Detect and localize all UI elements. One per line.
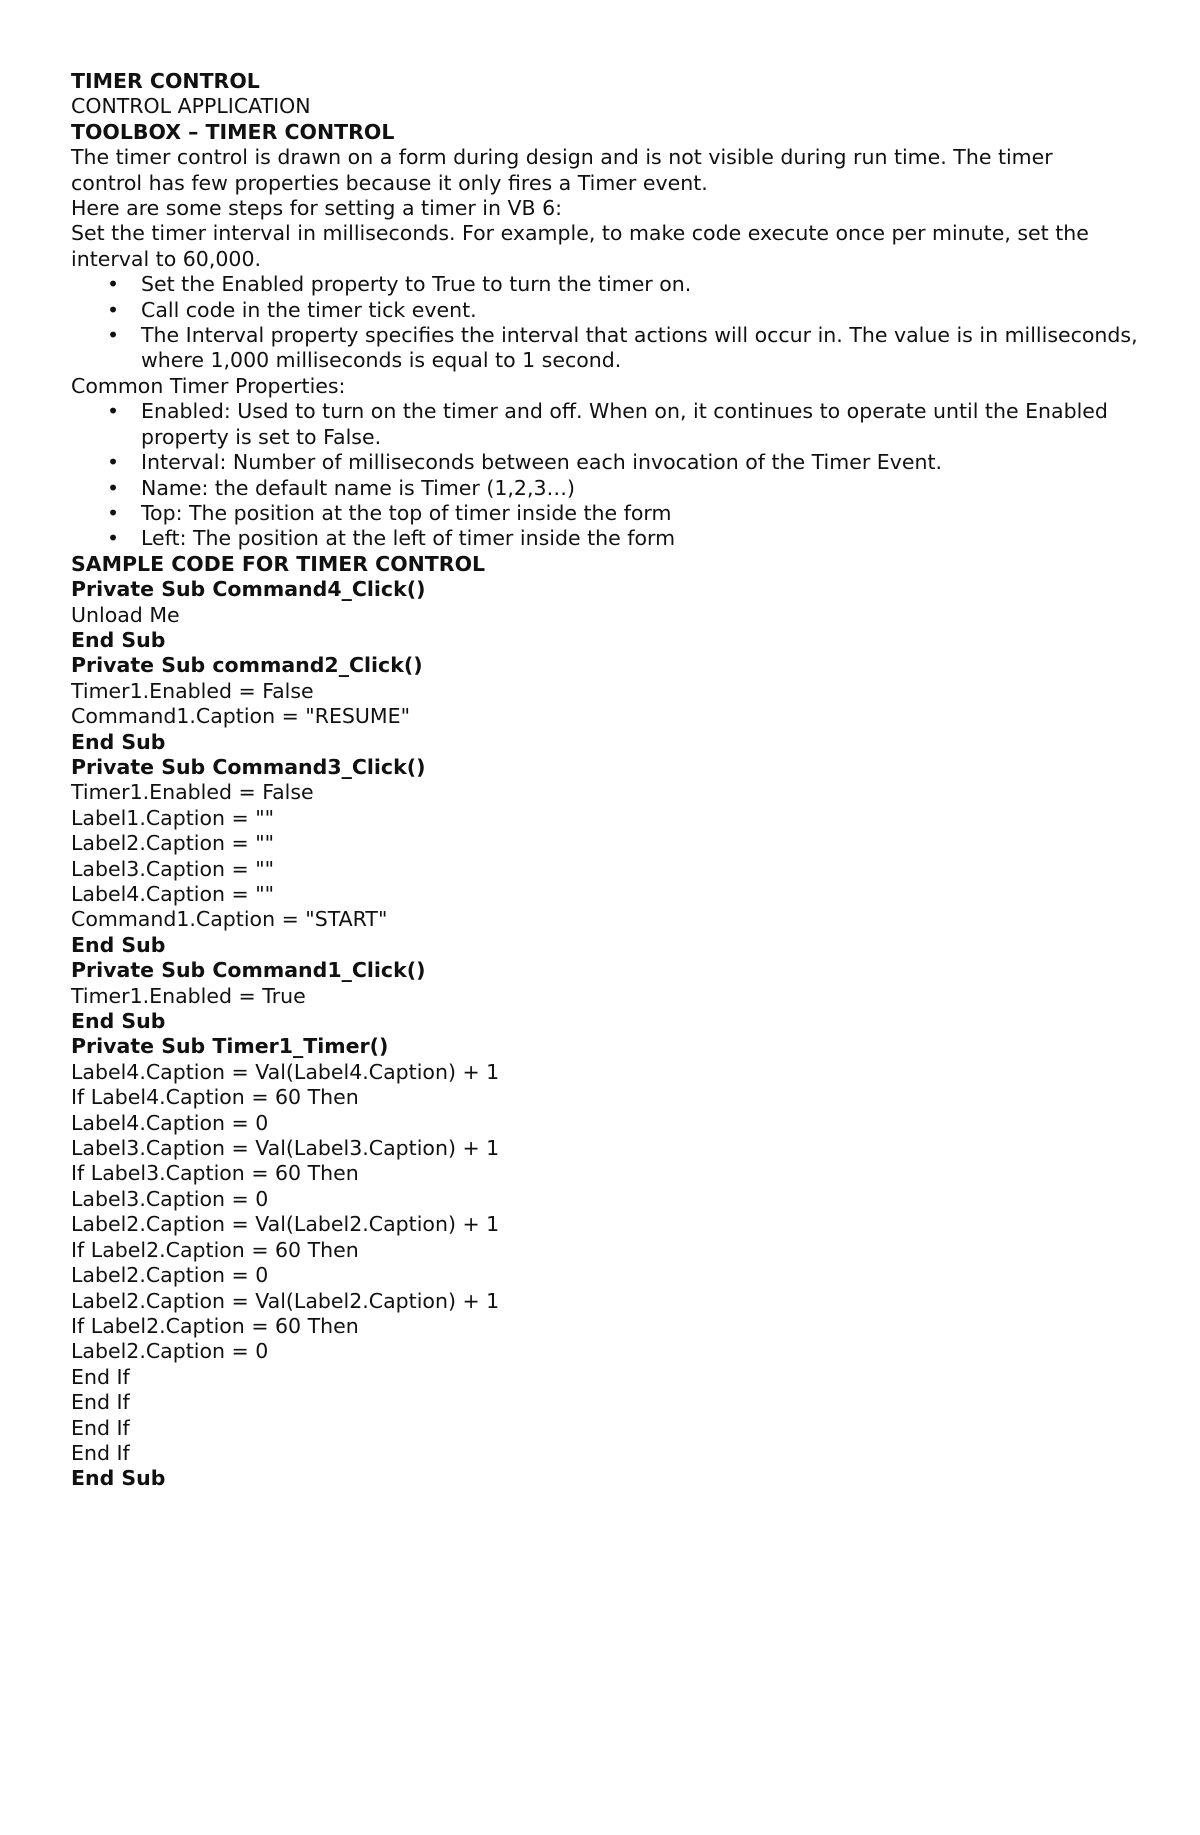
intro-interval-note: Set the timer interval in milliseconds. For example, to make code execute once per minute, set the interval to 60,000.	[71, 221, 1089, 271]
code-line: Label4.Caption = ""	[71, 882, 275, 906]
list-item-text: Enabled: Used to turn on the timer and off. When on, it continues to operate until the Enabled property is set to False.	[141, 399, 1108, 449]
list-item	[71, 298, 1141, 323]
code-line: End Sub	[71, 1009, 166, 1034]
bullet-icon: •	[107, 526, 120, 551]
bullet-icon: •	[107, 450, 120, 475]
code-heading: SAMPLE CODE FOR TIMER CONTROL	[71, 551, 486, 576]
code-line: Label4.Caption = 0	[71, 1110, 269, 1135]
list-item	[71, 526, 1141, 551]
code-line: Label2.Caption = Val(Label2.Caption) + 1	[71, 1212, 500, 1237]
code-line: If Label2.Caption = 60 Then	[71, 1313, 359, 1338]
document-page	[71, 69, 1138, 1492]
code-line: If Label3.Caption = 60 Then	[71, 1161, 359, 1186]
code-line: Unload Me	[71, 602, 180, 627]
bullet-icon: •	[107, 500, 120, 525]
list-item-text: Left: The position at the left of timer inside the form	[141, 526, 676, 551]
list-item-text: Call code in the timer tick event.	[141, 297, 477, 322]
bullet-icon: •	[107, 297, 120, 322]
code-line: End If	[71, 1415, 130, 1440]
code-line: Label3.Caption = ""	[71, 856, 275, 881]
code-line: Command1.Caption = "RESUME"	[71, 704, 411, 729]
document-subtitle: CONTROL APPLICATION	[71, 94, 311, 119]
code-line: Label4.Caption = Val(Label4.Caption) + 1	[71, 1059, 500, 1084]
properties-list	[71, 399, 1131, 551]
bullet-icon: •	[107, 475, 120, 500]
list-item-text: Top: The position at the top of timer inside the form	[141, 500, 672, 525]
code-line: Private Sub Command3_Click()	[71, 754, 426, 779]
code-line: End If	[71, 1364, 130, 1389]
code-line: End If	[71, 1390, 130, 1415]
code-line: Label2.Caption = ""	[71, 831, 275, 856]
code-line: Label2.Caption = 0	[71, 1263, 269, 1288]
code-line: Private Sub Command4_Click()	[71, 577, 426, 602]
bullet-icon: •	[107, 399, 120, 424]
code-line: Private Sub Command1_Click()	[71, 958, 426, 983]
list-item	[71, 399, 1141, 450]
code-line: Label3.Caption = Val(Label3.Caption) + 1	[71, 1136, 500, 1161]
list-item	[71, 476, 1141, 501]
intro-paragraph: The timer control is drawn on a form during design and is not visible during run time. The timer control has few properties because it only fires a Timer event.	[71, 145, 1053, 195]
bullet-icon: •	[107, 272, 120, 297]
bullet-icon: •	[107, 323, 120, 348]
code-line: If Label4.Caption = 60 Then	[71, 1085, 359, 1110]
code-line: End Sub	[71, 1466, 166, 1491]
list-item-text: The Interval property specifies the interval that actions will occur in. The value is in milliseconds, where 1,000 milliseconds is equal to 1 second.	[141, 323, 1138, 373]
code-line: Timer1.Enabled = False	[71, 780, 314, 805]
code-line: End Sub	[71, 627, 166, 652]
list-item-text: Set the Enabled property to True to turn the timer on.	[141, 272, 692, 297]
code-line: Timer1.Enabled = False	[71, 678, 314, 703]
steps-list	[71, 272, 1138, 374]
section-heading: TOOLBOX – TIMER CONTROL	[71, 119, 395, 144]
list-item	[71, 272, 1141, 297]
list-item	[71, 501, 1141, 526]
code-line: Label1.Caption = ""	[71, 805, 275, 830]
list-item	[71, 323, 1141, 374]
code-listing	[71, 577, 1131, 1492]
code-line: Label3.Caption = 0	[71, 1186, 269, 1211]
code-line: Private Sub Timer1_Timer()	[71, 1034, 389, 1059]
intro-steps-lead: Here are some steps for setting a timer in VB 6:	[71, 196, 563, 221]
code-line: End Sub	[71, 932, 166, 957]
list-item-text: Name: the default name is Timer (1,2,3…)	[141, 475, 576, 500]
code-line: Command1.Caption = "START"	[71, 907, 388, 932]
code-line: Label2.Caption = 0	[71, 1339, 269, 1364]
code-line: End Sub	[71, 729, 166, 754]
document-title: TIMER CONTROL	[71, 69, 260, 93]
code-line: Private Sub command2_Click()	[71, 653, 423, 678]
properties-heading: Common Timer Properties:	[71, 373, 346, 398]
code-line: End If	[71, 1440, 130, 1465]
list-item	[71, 450, 1141, 475]
code-line: Label2.Caption = Val(Label2.Caption) + 1	[71, 1288, 500, 1313]
list-item-text: Interval: Number of milliseconds between each invocation of the Timer Event.	[141, 450, 943, 475]
code-line: If Label2.Caption = 60 Then	[71, 1237, 359, 1262]
code-line: Timer1.Enabled = True	[71, 983, 306, 1008]
